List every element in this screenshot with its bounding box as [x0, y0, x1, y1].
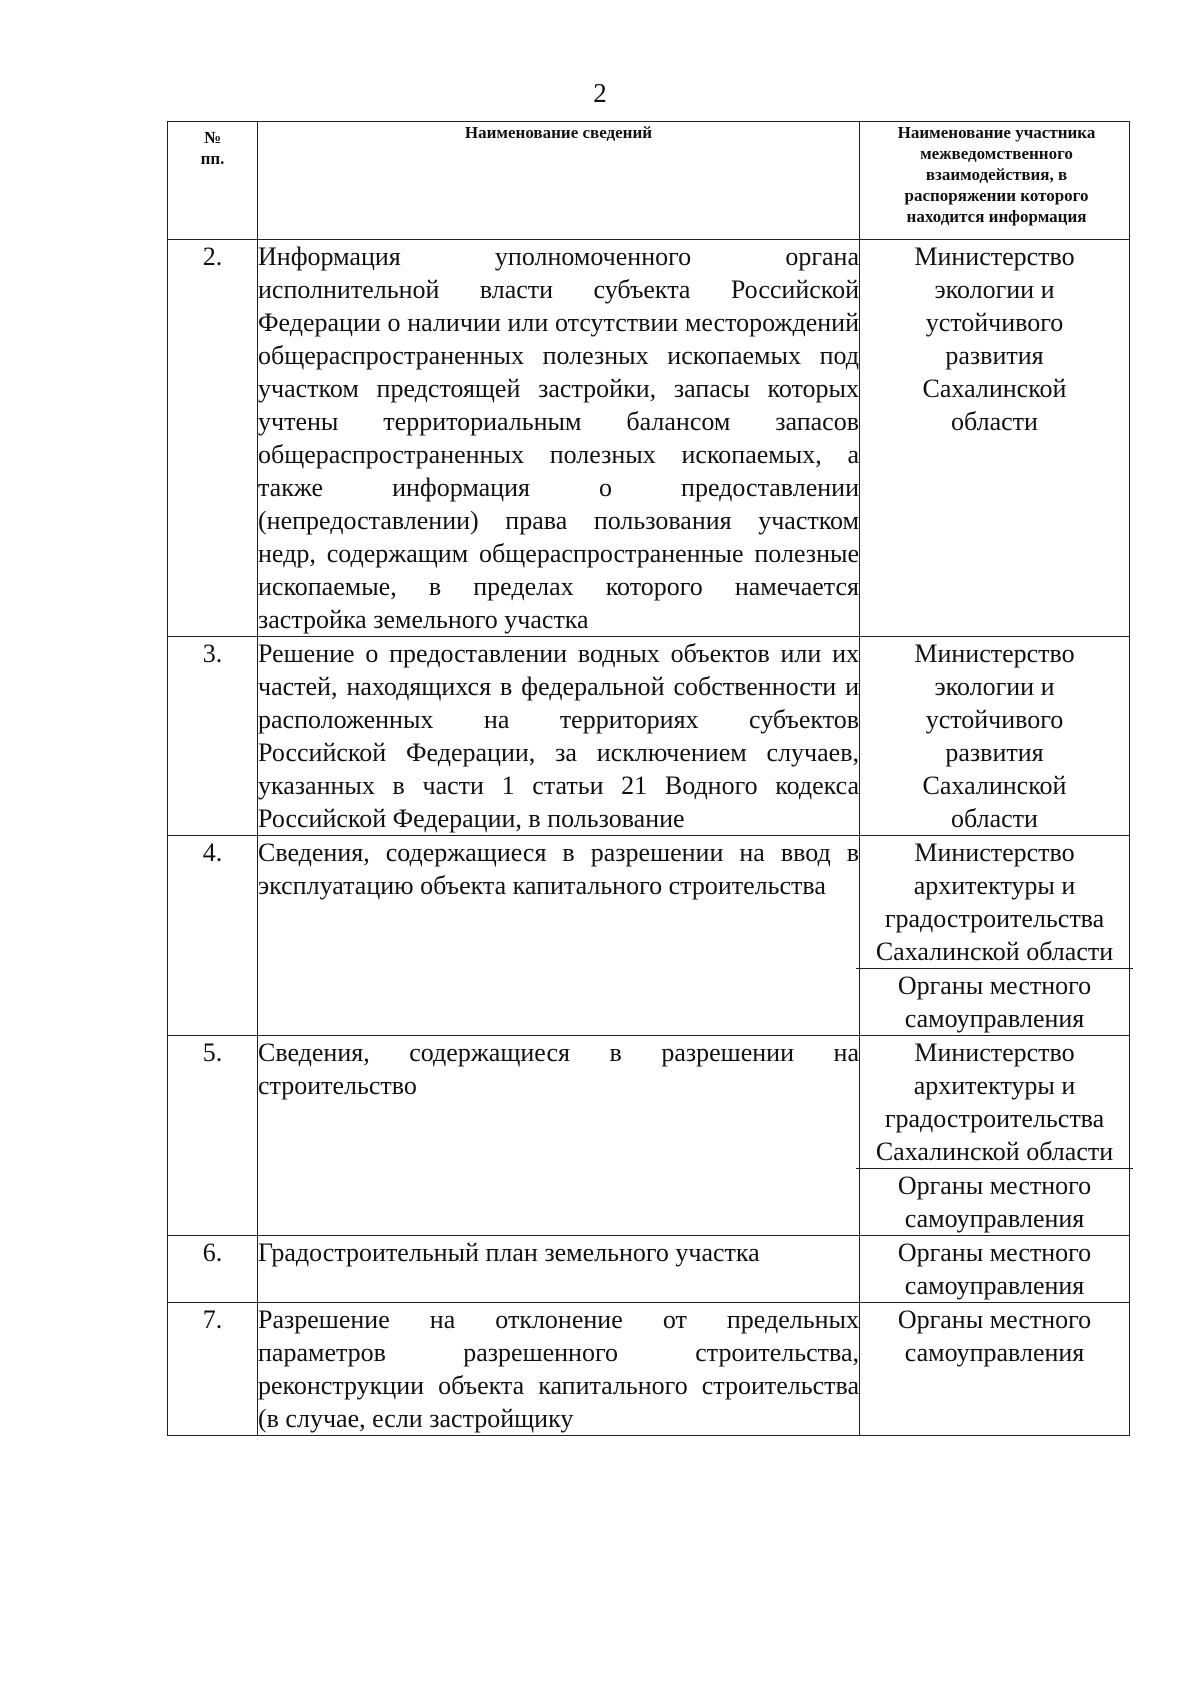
- row-participant: [860, 637, 1130, 836]
- participant-name: Министерство экологии и устойчивого развития Сахалинской области: [914, 639, 1075, 833]
- header-number: [168, 122, 258, 240]
- row-description: Градостроительный план земельного участка: [258, 1236, 860, 1303]
- row-participant: [860, 836, 1130, 1036]
- row-number: 7.: [168, 1303, 258, 1436]
- row-description: Сведения, содержащиеся в разрешении на ввод в эксплуатацию объекта капитального строительства: [258, 836, 860, 1036]
- row-participant: [860, 240, 1130, 637]
- table-row: [168, 836, 1130, 1036]
- participant-name: Органы местного самоуправления: [897, 1305, 1092, 1367]
- participant-name: Министерство экологии и устойчивого развития Сахалинской области: [914, 242, 1075, 436]
- page-number: 2: [593, 78, 607, 108]
- row-number: 5.: [168, 1036, 258, 1236]
- header-participant: Наименование участника межведомственного взаимодействия, в распоряжении которого находится информация: [860, 122, 1130, 240]
- participant-name: Министерство архитектуры и градостроительства Сахалинской области: [856, 1036, 1133, 1169]
- row-description: Сведения, содержащиеся в разрешении на строительство: [258, 1036, 860, 1236]
- row-number: 3.: [168, 637, 258, 836]
- table-row: [168, 240, 1130, 637]
- row-description: Информация уполномоченного органа исполнительной власти субъекта Российской Федерации о наличии или отсутствии месторождений общераспространенных полезных ископаемых под участком предстоящей застройки, запасы которых учтены территориальным балансом запасов общераспространенных полезных ископаемых, а также информация о предоставлении (непредоставлении) права пользования участком недр, содержащим общераспространенные полезные ископаемые, в пределах которого намечается застройка земельного участка: [258, 240, 860, 637]
- participant-name: Министерство архитектуры и градостроительства Сахалинской области: [856, 836, 1133, 969]
- row-description: Разрешение на отклонение от предельных параметров разрешенного строительства, реконструкции объекта капитального строительства (в случае, если застройщику: [258, 1303, 860, 1436]
- participant-name: Органы местного самоуправления: [897, 971, 1092, 1033]
- table-row: [168, 1236, 1130, 1303]
- row-participant: [860, 1303, 1130, 1436]
- row-number: 6.: [168, 1236, 258, 1303]
- table-row: [168, 1303, 1130, 1436]
- participant-name: Органы местного самоуправления: [897, 1171, 1092, 1233]
- information-table: [167, 121, 1130, 1436]
- participant-name: Органы местного самоуправления: [897, 1238, 1092, 1300]
- row-participant: [860, 1036, 1130, 1236]
- row-number: 4.: [168, 836, 258, 1036]
- table-row: [168, 1036, 1130, 1236]
- header-number-symbol: №: [203, 128, 222, 147]
- row-participant: [860, 1236, 1130, 1303]
- header-number-abbr: пп.: [200, 149, 225, 168]
- table-row: [168, 637, 1130, 836]
- row-description: Решение о предоставлении водных объектов или их частей, находящихся в федеральной собственности и расположенных на территориях субъектов Российской Федерации, за исключением случаев, указанных в части 1 статьи 21 Водного кодекса Российской Федерации, в пользование: [258, 637, 860, 836]
- header-name: Наименование сведений: [258, 122, 860, 240]
- table-header-row: [168, 122, 1130, 240]
- row-number: 2.: [168, 240, 258, 637]
